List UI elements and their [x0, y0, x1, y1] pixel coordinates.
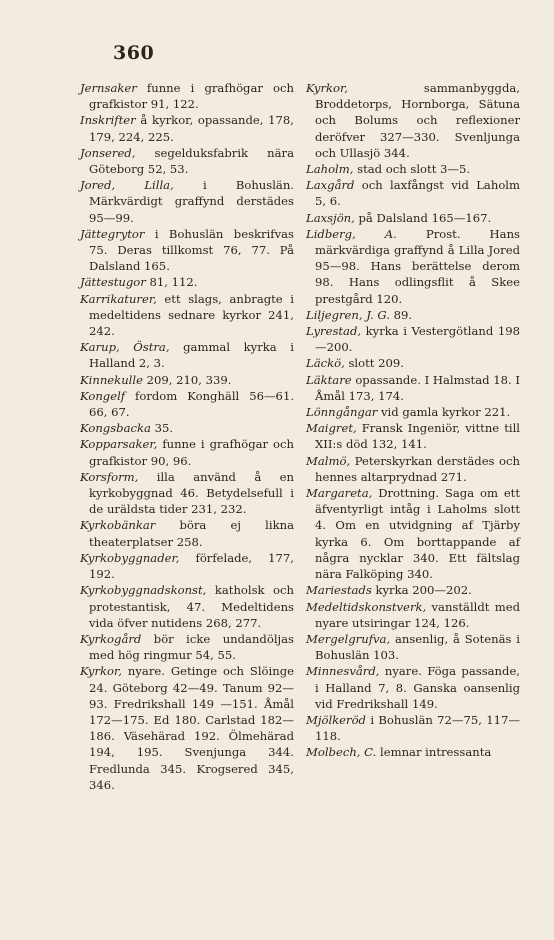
index-entry — [80, 550, 294, 582]
index-entry — [306, 177, 520, 209]
left-column — [80, 80, 294, 793]
entry-text: vid gamla kyrkor 221. — [377, 405, 511, 420]
entry-text: kyrka i Vestergötland 198—200. — [315, 324, 520, 355]
entry-headword: Jored, Lilla, — [80, 178, 174, 193]
index-entry — [80, 582, 294, 631]
entry-headword: Margareta, — [306, 486, 373, 501]
index-entry — [306, 323, 520, 355]
index-entry — [306, 631, 520, 663]
entry-headword: Lönngångar — [306, 405, 378, 420]
entry-headword: Karrikaturer, — [80, 291, 157, 306]
index-entry — [306, 404, 520, 420]
entry-text: opassande. I Halmstad 18. I Åmål 173, 174. — [315, 372, 520, 403]
entry-headword: Läckö, — [306, 356, 345, 371]
entry-headword: Liljegren, J. G. — [306, 307, 390, 322]
index-entry — [80, 274, 294, 290]
index-entry — [80, 388, 294, 420]
entry-headword: Kopparsaker, — [80, 437, 158, 452]
entry-headword: Jättegrytor — [80, 226, 145, 241]
entry-headword: Karup, Östra, — [80, 340, 170, 355]
entry-text: katholsk och protestantisk, 47. Medeltidens vida öfver nutidens 268, 277. — [89, 583, 294, 630]
index-entry — [80, 469, 294, 518]
entry-headword: Mergelgrufva, — [306, 631, 391, 646]
entry-headword: Mariestads — [306, 583, 372, 598]
entry-headword: Mjölkeröd — [306, 712, 366, 727]
index-entry — [306, 210, 520, 226]
index-entry — [80, 145, 294, 177]
index-entry — [306, 582, 520, 598]
index-entry — [306, 712, 520, 744]
entry-headword: Maigret, — [306, 421, 357, 436]
entry-text: fordom Konghäll 56—61. 66, 67. — [89, 388, 294, 420]
entry-headword: Kongsbacka — [80, 421, 151, 436]
index-entry — [306, 420, 520, 452]
index-entry — [306, 453, 520, 485]
entry-headword: Minnesvård, — [306, 664, 380, 679]
entry-text: kyrka 200—202. — [371, 583, 472, 598]
entry-text: böra ej likna theaterplatser 258. — [89, 518, 294, 549]
entry-text: Prost. Hans märkvärdiga graffynd å Lilla Jored 95—98. Hans berättelse derom 98. Hans odlingsflit å Skee prestgård 120. — [315, 226, 520, 306]
entry-text: bör icke undandöljas med hög ringmur 54, 55. — [89, 631, 294, 663]
index-entry — [80, 420, 294, 436]
entry-headword: Kyrkobyggnadskonst, — [80, 583, 207, 598]
entry-headword: Malmö, — [306, 453, 351, 468]
index-entry — [80, 663, 294, 793]
page-number: 360 — [113, 42, 155, 64]
entry-text: Drottning. Saga om ett äfventyrligt intåg i Laholms slott 4. Om en utvidgning af Tjärby kyrka 6. Om borttappande af några nycklar 340. Ett fältslag nära Falköping 340. — [315, 486, 520, 582]
index-entry — [306, 663, 520, 712]
entry-text: och laxfångst vid Laholm 5, 6. — [315, 178, 520, 209]
entry-text: 35. — [150, 421, 174, 436]
entry-headword: Kongelf — [80, 388, 126, 403]
entry-text: slott 209. — [344, 356, 404, 371]
index-entry — [80, 372, 294, 388]
index-entry — [306, 599, 520, 631]
index-entry — [80, 339, 294, 371]
entry-text: 81, 112. — [145, 275, 198, 290]
entry-text: gammal kyrka i Halland 2, 3. — [89, 340, 294, 371]
right-column — [306, 80, 520, 761]
index-entry — [306, 744, 520, 760]
entry-text: ett slags, anbragte i medeltidens sednare kyrkor 241, 242. — [89, 291, 294, 339]
entry-headword: Jonsered, — [80, 145, 136, 160]
entry-text: Peterskyrkan derstädes och hennes altarprydnad 271. — [315, 453, 520, 484]
entry-headword: Kyrkor, — [80, 664, 122, 679]
index-entry — [80, 631, 294, 663]
entry-headword: Kinnekulle — [80, 372, 143, 387]
entry-text: funne i grafhögar och grafkistor 90, 96. — [89, 437, 294, 468]
entry-headword: Kyrkobyggnader, — [80, 550, 180, 565]
entry-text: ansenlig, å Sotenäs i Bohuslän 103. — [315, 631, 520, 663]
entry-text: i Bohuslän 72—75, 117—118. — [315, 712, 520, 744]
entry-text: 89. — [389, 307, 413, 322]
index-entry — [306, 161, 520, 177]
entry-text: sammanbyggda, Broddetorps, Hornborga, Sätuna och Bolums och reflexioner deröfver 327—330. Svenljunga och Ullasjö 344. — [315, 81, 520, 160]
entry-text: å kyrkor, opassande, 178, 179, 224, 225. — [89, 113, 294, 144]
entry-headword: Laxsjön, — [306, 210, 355, 225]
entry-text: nyare. Föga passande, i Halland 7, 8. Ganska oansenlig vid Fredrikshall 149. — [315, 664, 520, 711]
entry-text: förfelade, 177, 192. — [89, 550, 294, 582]
index-entry — [80, 112, 294, 144]
index-entry — [80, 80, 294, 112]
index-entry — [80, 291, 294, 340]
entry-text: Fransk Ingeniör, vittne till XII:s död 132, 141. — [315, 421, 520, 452]
index-entry — [306, 355, 520, 371]
entry-headword: Molbech, C. — [306, 745, 377, 760]
entry-text: stad och slott 3—5. — [353, 162, 471, 177]
entry-headword: Jernsaker — [80, 81, 137, 95]
index-entry — [306, 485, 520, 582]
index-entry — [306, 80, 520, 161]
entry-text: nyare. Getinge och Slöinge 24. Göteborg 42—49. Tanum 92—93. Fredrikshall 149 —151. Åmål 172—175. Ed 180. Carlstad 182—186. Väsehärad 192. Ölmehärad 194, 195. Svenjunga 344. Fredlunda 345. Krogsered 345, 346. — [89, 664, 294, 792]
entry-headword: Medeltidskonstverk, — [306, 599, 427, 614]
index-entry — [306, 372, 520, 404]
entry-text: vanställdt med nyare utsiringar 124, 126. — [315, 599, 520, 630]
index-entry — [306, 307, 520, 323]
entry-text: i Bohuslän beskrifvas 75. Deras tillkomst 76, 77. På Dalsland 165. — [89, 226, 294, 274]
entry-headword: Lyrestad, — [306, 324, 362, 339]
entry-headword: Laxgård — [306, 178, 355, 193]
entry-headword: Laholm, — [306, 162, 354, 177]
entry-headword: Inskrifter — [80, 113, 136, 128]
entry-headword: Kyrkor, — [306, 81, 348, 95]
index-entry — [80, 517, 294, 549]
index-entry — [80, 436, 294, 468]
entry-text: funne i grafhögar och grafkistor 91, 122. — [89, 81, 294, 112]
entry-text: lemnar intressanta — [376, 745, 492, 760]
index-entry — [306, 226, 520, 307]
entry-text: segelduksfabrik nära Göteborg 52, 53. — [89, 145, 294, 177]
entry-headword: Jättestugor — [80, 275, 146, 290]
index-entry — [80, 226, 294, 275]
entry-headword: Lidberg, A. — [306, 226, 397, 241]
index-entry — [80, 177, 294, 226]
entry-headword: Kyrkobänkar — [80, 518, 156, 533]
entry-headword: Korsform, — [80, 469, 139, 484]
entry-headword: Läktare — [306, 372, 352, 387]
entry-text: på Dalsland 165—167. — [354, 210, 492, 225]
entry-text: 209, 210, 339. — [142, 372, 232, 387]
entry-text: illa använd å en kyrkobyggnad 46. Betydelsefull i de uräldsta tider 231, 232. — [89, 469, 294, 517]
entry-headword: Kyrkogård — [80, 631, 142, 646]
entry-text: i Bohuslän. Märkvärdigt graffynd derstädes 95—99. — [89, 178, 294, 225]
